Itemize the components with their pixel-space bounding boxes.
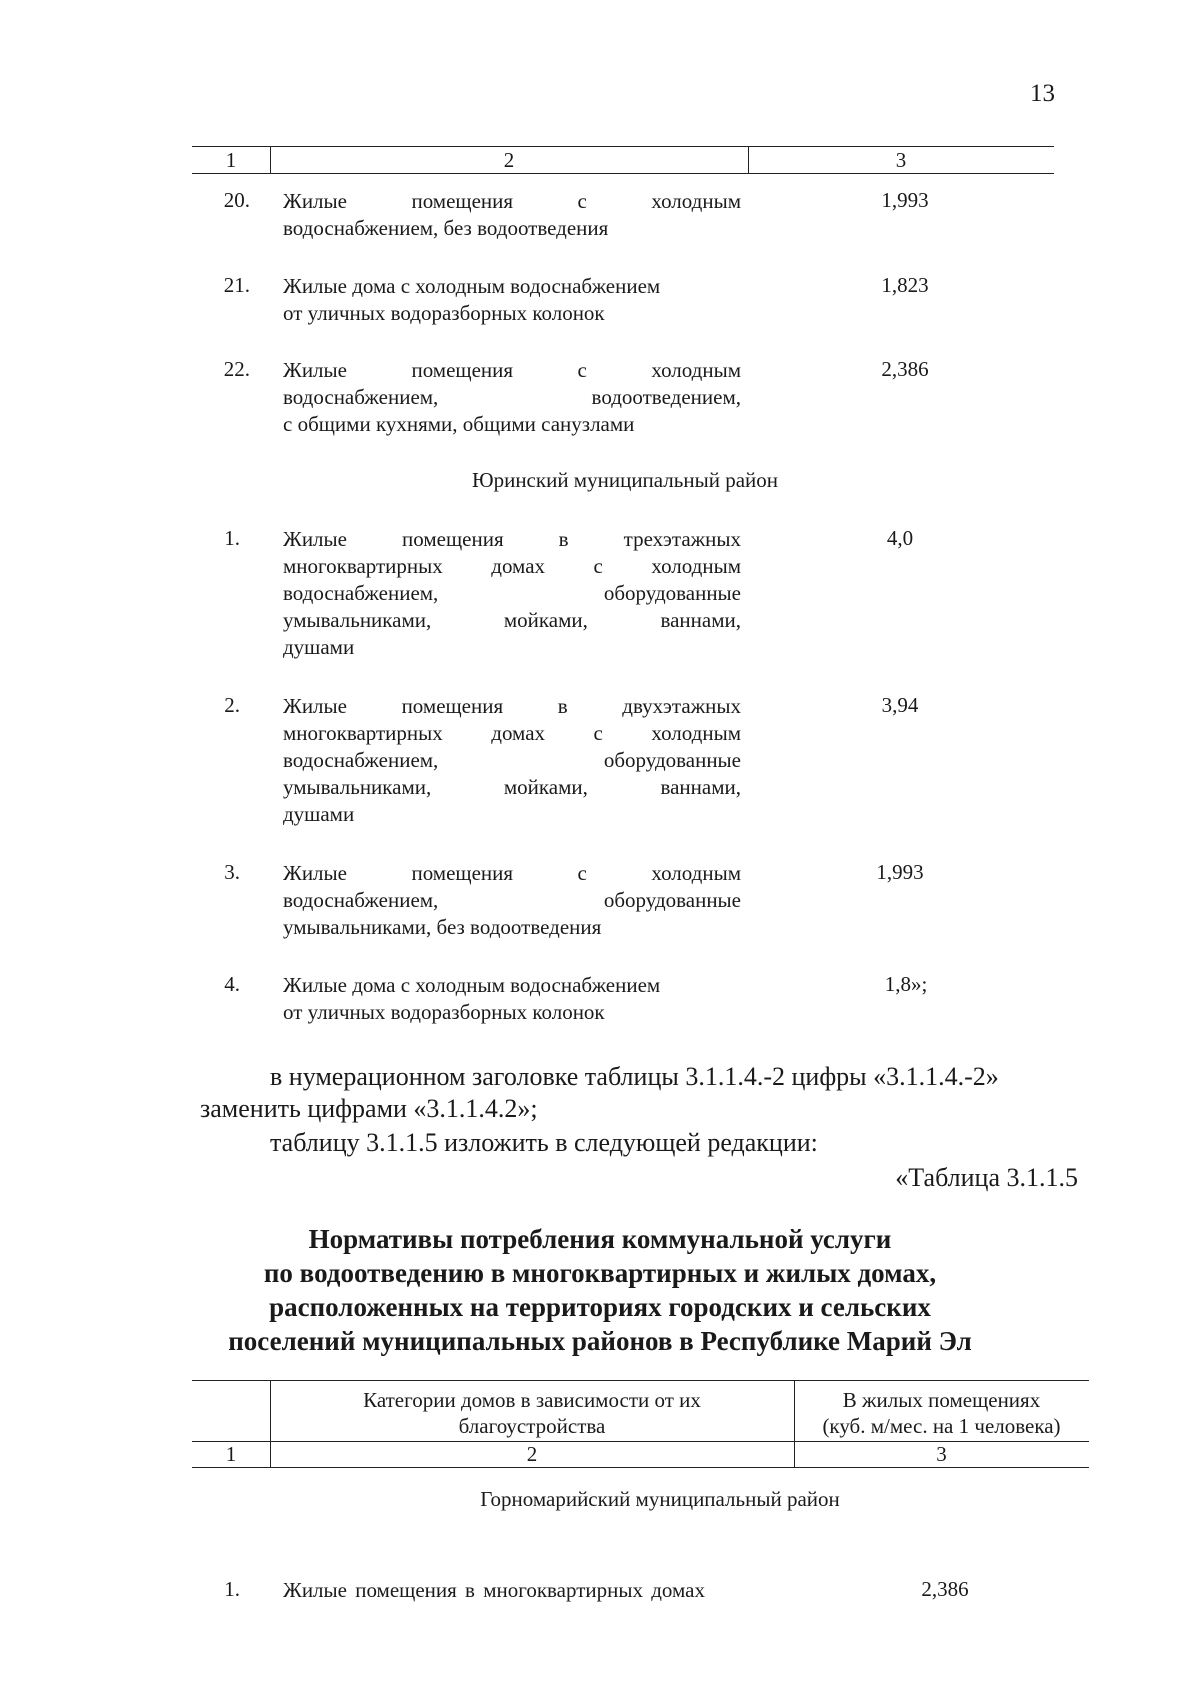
row-number: 2.	[224, 693, 240, 717]
row-description	[283, 188, 741, 242]
header-line: благоустройства	[458, 1414, 606, 1438]
row-text-line: душами	[283, 802, 355, 826]
row-text-line: от уличных водоразборных колонок	[283, 1000, 605, 1024]
row-value: 1,993	[876, 860, 924, 884]
row-text-line: умывальниками, мойками, ваннами,	[283, 608, 741, 632]
row-text-line: с общими кухнями, общими санузлами	[283, 412, 635, 436]
table2-col3-header	[794, 1387, 1089, 1439]
row-value: 4,0	[886, 526, 914, 550]
row-text-line: умывальниками, без водоотведения	[283, 915, 602, 939]
row-value: 2,386	[921, 1577, 969, 1601]
row-text-line: Жилые дома с холодным водоснабжением	[283, 274, 661, 298]
row-description	[283, 526, 741, 661]
amendment-paragraph-line: заменить цифрами «3.1.1.4.2»;	[200, 1094, 538, 1123]
district-heading: Горномарийский муниципальный район	[480, 1487, 840, 1511]
row-text-line: водоснабжением, оборудованные	[283, 888, 741, 912]
row-text-line: Жилые помещения в трехэтажных	[283, 527, 741, 551]
row-text-line: Жилые помещения с холодным	[283, 861, 741, 885]
row-text-line: Жилые помещения с холодным	[283, 358, 741, 382]
row-number: 20.	[223, 188, 250, 212]
row-number: 3.	[224, 860, 240, 884]
row-number: 22.	[223, 357, 250, 381]
row-text-line: душами	[283, 635, 355, 659]
amendment-paragraph-line: в нумерационном заголовке таблицы 3.1.1.4.-2 цифры «3.1.1.4.-2»	[270, 1062, 999, 1091]
row-text-line: Жилые помещения с холодным	[283, 189, 741, 213]
row-text-line: водоснабжением, водоотведением,	[283, 385, 741, 409]
title-line: поселений муниципальных районов в Республике Марий Эл	[228, 1326, 972, 1356]
table1-col3-header: 3	[895, 148, 907, 172]
row-text-line: Жилые помещения в многоквартирных домах	[283, 1578, 705, 1602]
row-text-line: умывальниками, мойками, ваннами,	[283, 775, 741, 799]
amendment-paragraph-line: таблицу 3.1.1.5 изложить в следующей редакции:	[270, 1128, 818, 1157]
district-heading: Юринский муниципальный район	[472, 468, 778, 492]
row-text-line: Жилые помещения в двухэтажных	[283, 694, 741, 718]
table1-col2-header: 2	[503, 148, 515, 172]
table1-header-rule	[192, 173, 1054, 174]
row-number: 1.	[224, 526, 240, 550]
title-line: по водоотведению в многоквартирных и жилых домах,	[263, 1258, 937, 1288]
title-line: расположенных на территориях городских и сельских	[269, 1292, 931, 1322]
row-description	[283, 693, 741, 828]
row-text-line: многоквартирных домах с холодным	[283, 721, 741, 745]
title-line: Нормативы потребления коммунальной услуги	[308, 1224, 892, 1254]
table-label: «Таблица 3.1.1.5	[895, 1163, 1078, 1192]
table2-top-rule	[192, 1380, 1089, 1381]
row-description	[283, 357, 741, 438]
row-value: 1,8»;	[884, 972, 928, 996]
header-line: Категории домов в зависимости от их	[363, 1388, 701, 1412]
table2-col2-number: 2	[526, 1442, 538, 1466]
row-text-line: от уличных водоразборных колонок	[283, 301, 605, 325]
row-value: 3,94	[881, 693, 919, 717]
page-number: 13	[1030, 80, 1055, 107]
table2-col3-number: 3	[936, 1442, 947, 1466]
row-number: 4.	[224, 972, 240, 996]
row-description	[283, 1577, 783, 1604]
row-text-line: водоснабжением, оборудованные	[283, 581, 741, 605]
table2-number-rule	[192, 1467, 1089, 1468]
table1-col1-header: 1	[225, 148, 237, 172]
header-line: В жилых помещениях	[842, 1388, 1041, 1412]
row-value: 1,993	[881, 188, 929, 212]
row-text-line: водоснабжением, оборудованные	[283, 748, 741, 772]
row-number: 21.	[223, 273, 250, 297]
row-text-line: многоквартирных домах с холодным	[283, 554, 741, 578]
row-number: 1.	[224, 1577, 240, 1601]
row-text-line: Жилые дома с холодным водоснабжением	[283, 973, 661, 997]
row-text-line: водоснабжением, без водоотведения	[283, 216, 609, 240]
document-title	[150, 1222, 1050, 1358]
row-description	[283, 273, 741, 327]
table1-top-rule	[192, 146, 1054, 147]
header-line: (куб. м/мес. на 1 человека)	[822, 1414, 1061, 1438]
row-value: 2,386	[881, 357, 929, 381]
row-description	[283, 972, 741, 1026]
row-description	[283, 860, 741, 941]
row-value: 1,823	[881, 273, 929, 297]
table2-col2-header	[270, 1387, 794, 1439]
table2-col1-number: 1	[225, 1442, 237, 1466]
